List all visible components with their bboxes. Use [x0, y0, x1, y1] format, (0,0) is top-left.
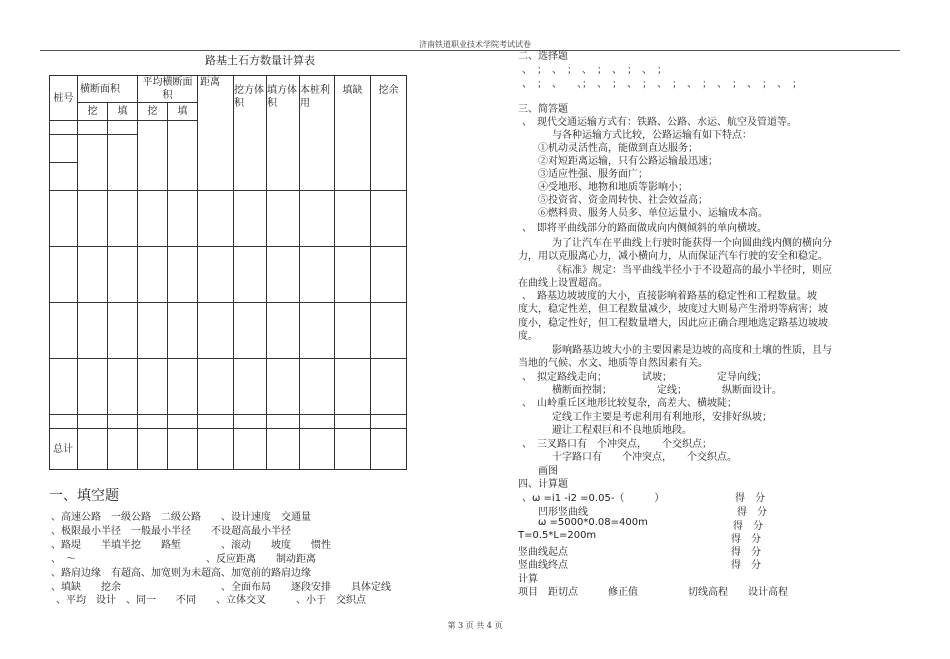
- answer-line: ④受地形、地物和地质等影响小；: [538, 182, 688, 193]
- answer-line: 影响路基边坡大小的主要因素是边坡的高度和土壤的性质，且与: [552, 345, 832, 356]
- table-cell: [50, 247, 78, 303]
- table-cell: [234, 429, 267, 470]
- table-cell: [371, 415, 407, 429]
- answer-line: 竖曲线终点: [518, 560, 568, 571]
- table-cell: [78, 359, 108, 415]
- answer-line: ③适应性强、服务面广；: [538, 169, 648, 180]
- table-cell: [198, 247, 234, 303]
- answer-line: 在曲线上设置超高。: [518, 278, 608, 289]
- earthwork-table: [49, 75, 407, 470]
- table-cell: [168, 429, 198, 470]
- table-cell: [138, 429, 168, 470]
- table-cell: [234, 359, 267, 415]
- sub-cut-2: 挖: [138, 103, 168, 121]
- table-cell: [267, 415, 300, 429]
- section-calc-title: 四、计算题: [518, 479, 568, 490]
- table-cell: [198, 429, 234, 470]
- table-cell: [138, 359, 168, 415]
- table-cell: [78, 415, 108, 429]
- table-cell: [371, 191, 407, 247]
- table-cell: [335, 303, 371, 359]
- answer-line: 、填缺 挖余 、全面布局 逐段安排 具体定线: [51, 582, 391, 593]
- answer-line: 项目 距切点 修正值 切线高程 设计高程: [518, 587, 788, 598]
- table-cell: [300, 191, 335, 247]
- answer-line: 度大，稳定性差，但工程数量减少，坡度过大则易产生滑坍等病害；坡: [518, 304, 828, 315]
- answer-line: 定线工作主要是考虑利用有利地形，安排好纵坡；: [552, 412, 772, 423]
- col-station: 桩号: [50, 76, 78, 121]
- sub-cut-1: 挖: [78, 103, 108, 121]
- answer-line: 、 拟定路线走向； 试坡； 定导向线；: [522, 372, 767, 383]
- col-cut-volume: 挖方体积: [234, 76, 267, 191]
- table-cell: [78, 429, 108, 470]
- table-cell: [108, 429, 138, 470]
- col-avg-area: 平均横断面积: [138, 76, 198, 103]
- table-cell: [335, 429, 371, 470]
- table-cell: [108, 135, 138, 191]
- table-cell: [371, 303, 407, 359]
- table-cell: [335, 191, 371, 247]
- answer-line: 、极限最小半径 一般最小半径 不设超高最小半径: [51, 526, 291, 537]
- answer-line: 当地的气候、水文、地质等自然因素有关。: [518, 358, 708, 369]
- answer-line: 、高速公路 一级公路 二级公路 、设计速度 交通量: [51, 512, 311, 523]
- table-cell: [168, 121, 198, 191]
- answer-line: 竖曲线起点: [518, 547, 568, 558]
- answer-line: 凹形竖曲线: [538, 507, 588, 518]
- answer-line: 画图: [538, 466, 558, 477]
- answer-line: 、路堤 半填半挖 路堑 、滚动 坡度 惯性: [51, 540, 331, 551]
- table-cell: [198, 303, 234, 359]
- score-label: 得 分: [735, 493, 765, 504]
- page-footer: 第 3 页 共 4 页: [447, 621, 503, 630]
- table-cell: [300, 359, 335, 415]
- answer-line: 、 ～ 、反应距离 制动距离: [51, 554, 316, 565]
- answer-line: 横断面控制； 定线； 纵断面设计。: [552, 385, 782, 396]
- answer-line: 避让工程艰巨和不良地质地段。: [552, 425, 692, 436]
- answer-line: ω =5000*0.08=400m: [538, 517, 648, 528]
- table-cell: [300, 429, 335, 470]
- choice-answers-2: 、 ； 、 、； 、 ； 、 ； 、 ； 、 ； 、 ； 、 ； 、 ；: [522, 79, 802, 90]
- answer-line: 为了让汽车在平曲线上行驶时能获得一个向圆曲线内侧的横向分: [552, 238, 832, 249]
- answer-line: ②对短距离运输，只有公路运输最迅速；: [538, 156, 718, 167]
- answer-line: 、 即将平曲线部分的路面做成向内侧倾斜的单向横坡。: [522, 223, 767, 234]
- table-cell: [267, 247, 300, 303]
- table-cell: [78, 135, 108, 191]
- header-rule: [40, 50, 900, 51]
- table-cell: [198, 415, 234, 429]
- table-cell: [371, 247, 407, 303]
- sub-fill-1: 填: [108, 103, 138, 121]
- table-cell: [267, 191, 300, 247]
- table-cell: [138, 303, 168, 359]
- answer-line: 、ω =i1 -i2 =0.05-（ ）: [522, 493, 665, 504]
- table-cell: [168, 247, 198, 303]
- total-label: 总计: [50, 429, 78, 470]
- table-cell: [78, 191, 108, 247]
- table-cell: [267, 429, 300, 470]
- table-cell: [50, 163, 78, 191]
- table-cell: [198, 191, 234, 247]
- table-cell: [168, 359, 198, 415]
- answer-line: ⑤投资省、资金周转快、社会效益高；: [538, 195, 708, 206]
- table-cell: [168, 415, 198, 429]
- section-choice-title: 二、选择题: [518, 51, 568, 62]
- answer-line: 与各种运输方式比较，公路运输有如下特点：: [552, 130, 752, 141]
- answer-line: 、 现代交通运输方式有：铁路、公路、水运、航空及管道等。: [522, 117, 797, 128]
- sub-fill-2: 填: [168, 103, 198, 121]
- table-cell: [138, 191, 168, 247]
- table-cell: [335, 359, 371, 415]
- table-title: 路基土石方数量计算表: [205, 54, 315, 67]
- table-cell: [300, 415, 335, 429]
- col-distance: 距离: [198, 76, 234, 191]
- score-label: 得 分: [731, 534, 761, 545]
- table-cell: [138, 415, 168, 429]
- col-cross-area: 横断面积: [78, 76, 138, 103]
- table-cell: [50, 191, 78, 247]
- table-cell: [267, 359, 300, 415]
- table-cell: [335, 415, 371, 429]
- table-cell: [371, 429, 407, 470]
- col-fill-deficit: 填缺: [335, 76, 371, 191]
- answer-line: 、平均 设计 、同一 不同 、立体交叉 、小于 交织点: [56, 595, 366, 606]
- table-cell: [234, 415, 267, 429]
- table-cell: [50, 135, 78, 163]
- table-cell: [108, 191, 138, 247]
- score-label: 得 分: [737, 507, 767, 518]
- table-cell: [300, 247, 335, 303]
- col-fill-volume: 填方体积: [267, 76, 300, 191]
- table-cell: [335, 247, 371, 303]
- table-cell: [50, 415, 78, 429]
- table-cell: [108, 121, 138, 135]
- table-cell: [78, 121, 108, 135]
- score-label: 得 分: [731, 547, 761, 558]
- answer-line: 度。: [518, 331, 538, 342]
- table-cell: [50, 121, 78, 135]
- answer-line: 度小，稳定性好，但工程数量增大，因此应正确合理地选定路基边坡坡: [518, 318, 828, 329]
- table-cell: [138, 121, 168, 191]
- table-cell: [234, 247, 267, 303]
- table-cell: [198, 359, 234, 415]
- answer-line: 、 三叉路口有 个冲突点， 个交织点；: [522, 439, 712, 450]
- table-cell: [78, 247, 108, 303]
- section-fill-blank-title: 一、填空题: [49, 488, 119, 504]
- answer-line: ①机动灵活性高，能做到直达服务；: [538, 143, 698, 154]
- table-cell: [234, 191, 267, 247]
- answer-line: 力，用以克服离心力，减小横向力，从而保证汽车行驶的安全和稳定。: [518, 251, 828, 262]
- table-cell: [138, 247, 168, 303]
- table-cell: [108, 415, 138, 429]
- table-cell: [108, 303, 138, 359]
- answer-line: 、 路基边坡坡度的大小，直接影响着路基的稳定性和工程数量。坡: [522, 291, 817, 302]
- page-header: 济南铁道职业技术学院考试试卷: [419, 40, 531, 49]
- table-cell: [78, 303, 108, 359]
- col-reuse: 本桩利用: [300, 76, 335, 191]
- table-cell: [50, 359, 78, 415]
- answer-line: 十字路口有 个冲突点， 个交织点。: [552, 452, 737, 463]
- table-cell: [108, 247, 138, 303]
- table-cell: [168, 191, 198, 247]
- table-cell: [267, 303, 300, 359]
- answer-line: 、 山岭重丘区地形比较复杂，高差大、横坡陡；: [522, 398, 737, 409]
- choice-answers-1: 、 ； 、 ； 、 ； 、 ； 、 ；: [522, 65, 667, 76]
- answer-line: 、路肩边缘 有超高、加宽则为未超高、加宽前的路肩边缘: [51, 568, 311, 579]
- answer-line: 计算: [518, 574, 538, 585]
- answer-line: 《标准》规定：当平曲线半径小于不设超高的最小半径时，则应: [552, 265, 832, 276]
- section-short-answer-title: 三、简答题: [518, 104, 568, 115]
- answer-line: T=0.5*L=200m: [518, 530, 597, 541]
- table-cell: [371, 359, 407, 415]
- table-cell: [234, 303, 267, 359]
- score-label: 得 分: [731, 560, 761, 571]
- answer-line: ⑥燃料贵、服务人员多、单位运量小、运输成本高。: [538, 208, 768, 219]
- table-cell: [50, 303, 78, 359]
- score-label: 得 分: [733, 521, 763, 532]
- table-cell: [168, 303, 198, 359]
- col-cut-surplus: 挖余: [371, 76, 407, 191]
- table-cell: [108, 359, 138, 415]
- table-cell: [300, 303, 335, 359]
